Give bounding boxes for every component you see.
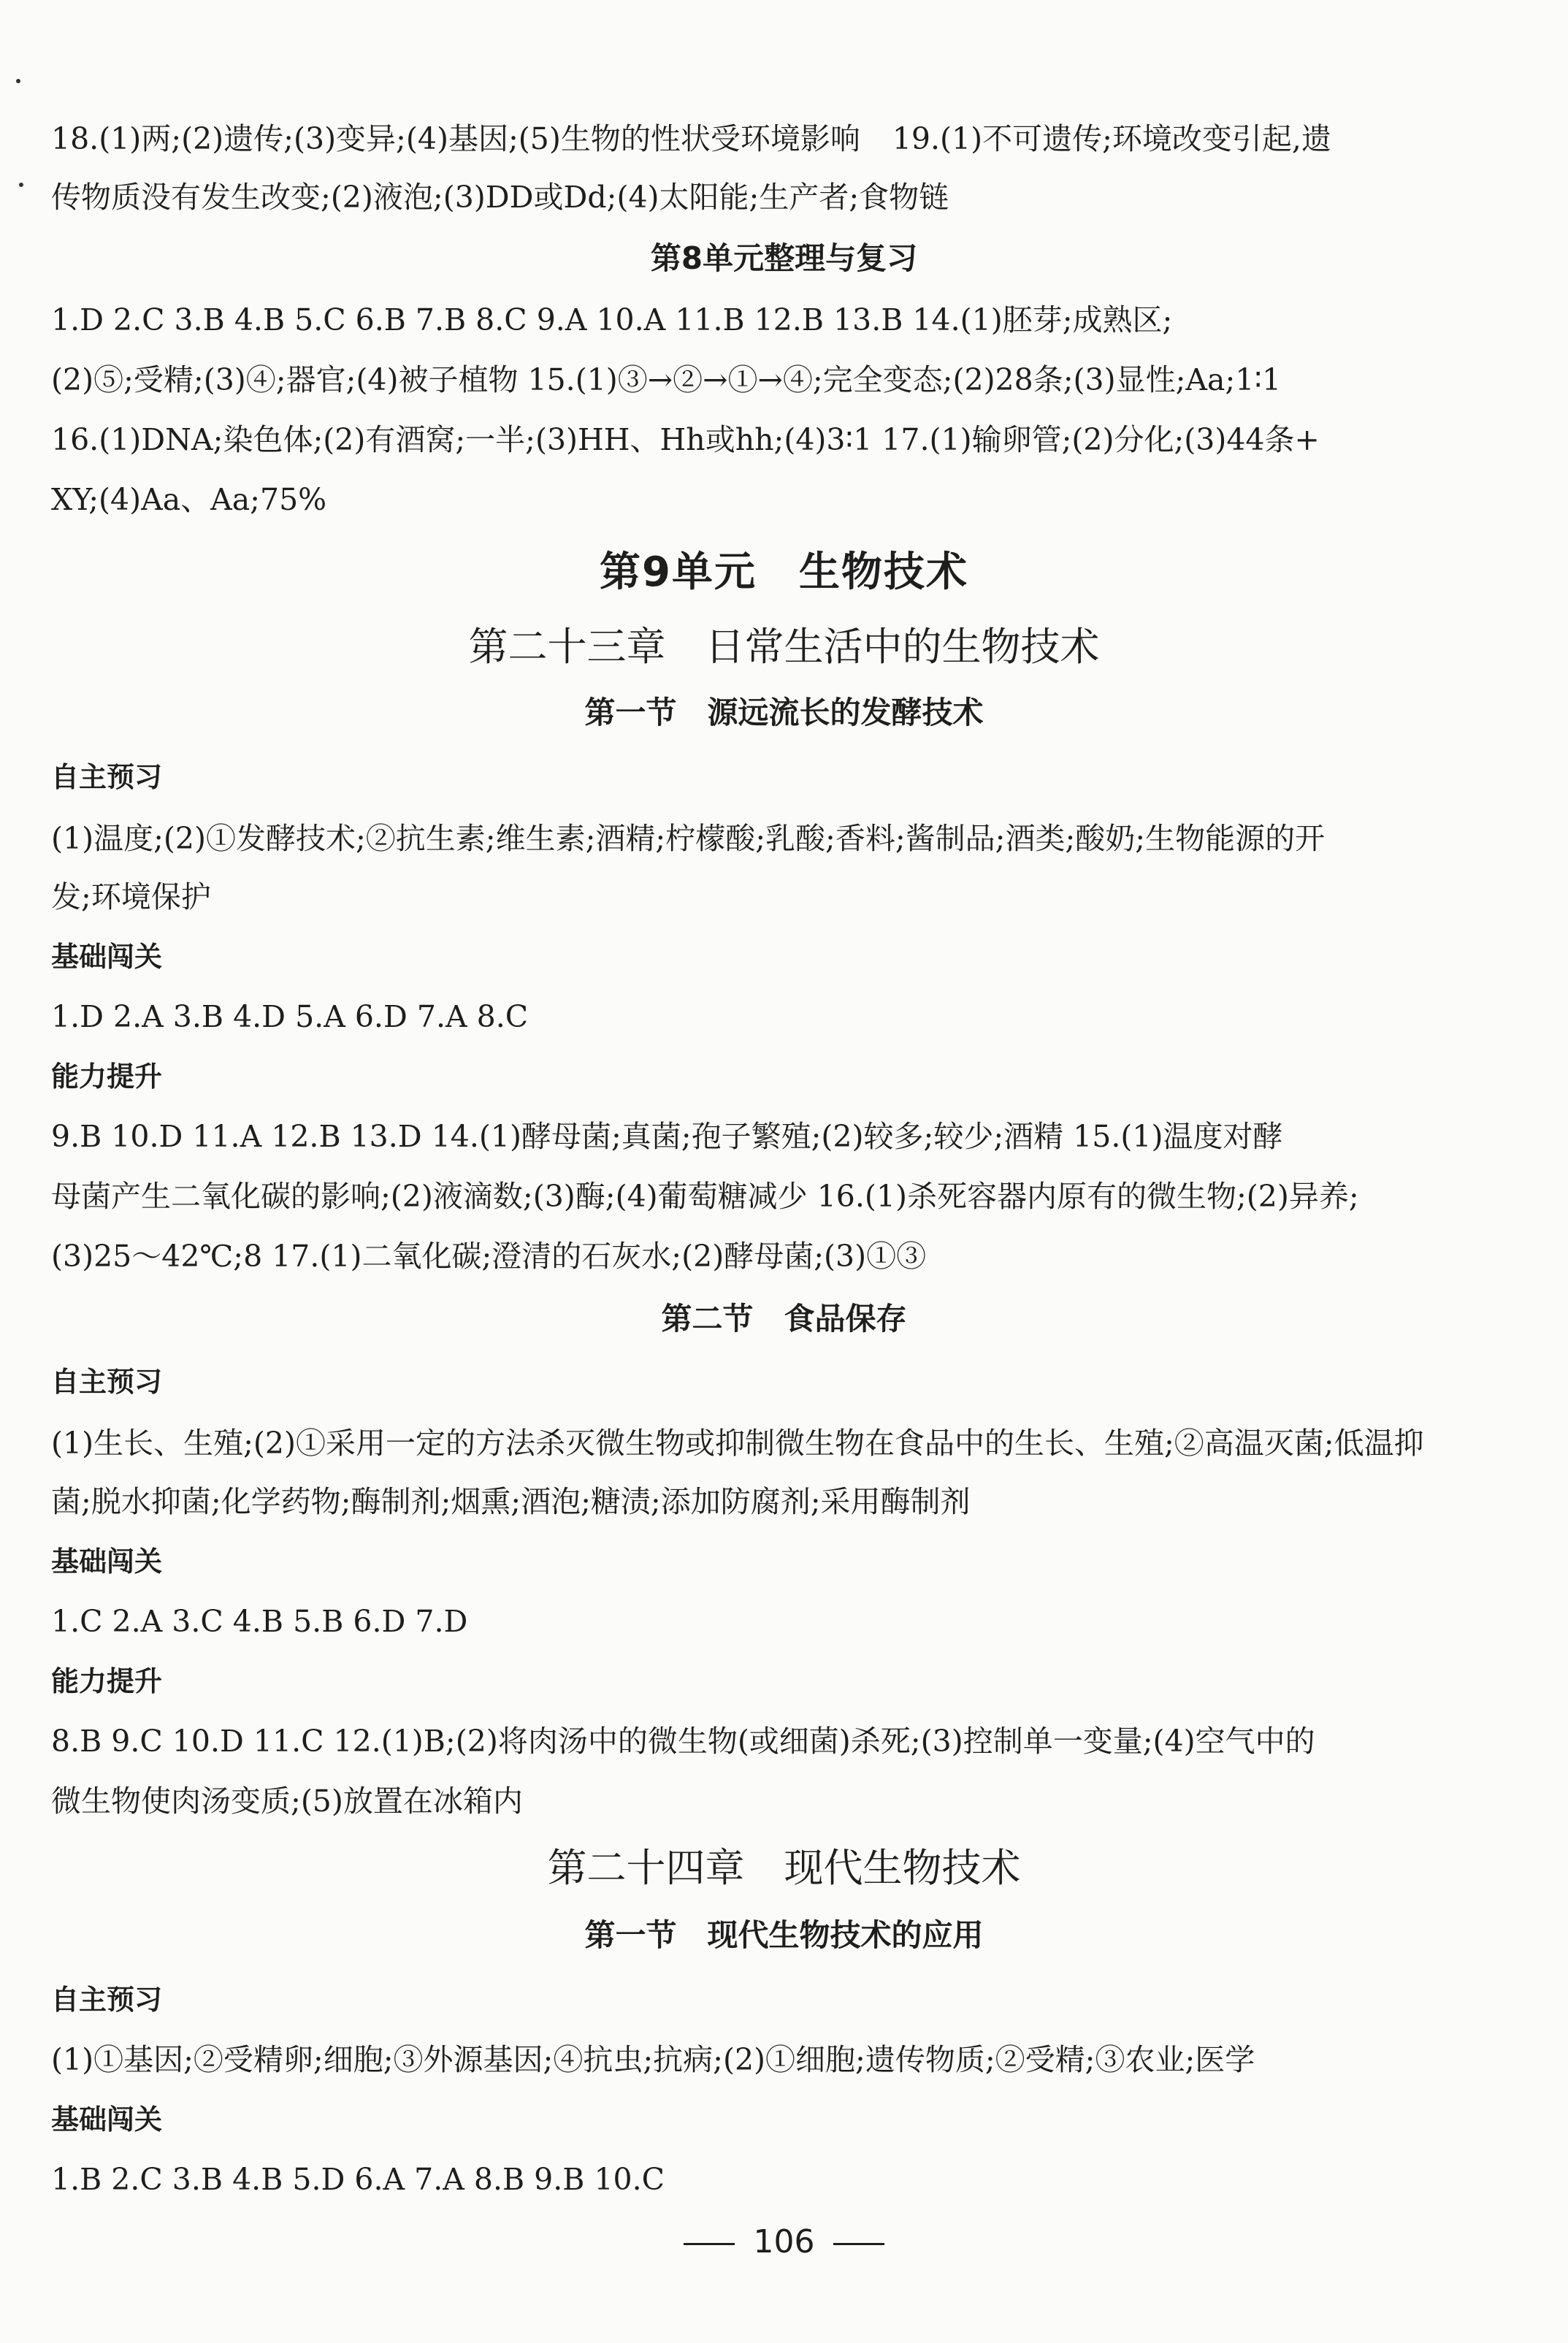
answer-line: (3)25～42℃;8 17.(1)二氧化碳;澄清的石灰水;(2)酵母菌;(3)①③ (51, 1239, 927, 1274)
answer-line: 菌;脱水抑菌;化学药物;酶制剂;烟熏;酒泡;糖渍;添加防腐剂;采用酶制剂 (51, 1484, 971, 1519)
subsection-label: 自主预习 (51, 1366, 163, 1398)
page-number-dash (833, 2243, 884, 2245)
answer-line (51, 117, 1519, 161)
answer-line: 1.B 2.C 3.B 4.B 5.D 6.A 7.A 8.B 9.B 10.C (51, 2162, 665, 2197)
page-number-text: 106 (753, 2223, 815, 2260)
answer-line: 微生物使肉汤变质;(5)放置在冰箱内 (51, 1784, 523, 1819)
answer-line: 9.B 10.D 11.A 12.B 13.D 14.(1)酵母菌;真菌;孢子繁殖;(2)较多;较少;酒精 15.(1)温度对酵 (51, 1119, 1283, 1154)
section-title: 第8单元整理与复习 (650, 240, 918, 276)
subsection-label: 能力提升 (51, 1665, 163, 1697)
subsection-label: 基础闯关 (51, 2103, 163, 2136)
section-title: 第二节 食品保存 (661, 1301, 907, 1337)
subsection-label: 自主预习 (51, 1984, 163, 2016)
answer-line: 1.C 2.A 3.C 4.B 5.B 6.D 7.D (51, 1604, 468, 1639)
answer-line: 1.D 2.A 3.B 4.D 5.A 6.D 7.A 8.C (51, 999, 529, 1034)
page-number (0, 2220, 1568, 2264)
answer-line: (1)①基因;②受精卵;细胞;③外源基因;④抗虫;抗病;(2)①细胞;遗传物质;②受精;③农业;医学 (51, 2042, 1255, 2077)
answer-line: 母菌产生二氧化碳的影响;(2)液滴数;(3)酶;(4)葡萄糖减少 16.(1)杀死容器内原有的微生物;(2)异养; (51, 1179, 1359, 1214)
page-number-dash (684, 2243, 735, 2245)
answer-text: 19.(1)不可遗传;环境改变引起,遗 (892, 121, 1331, 156)
scan-speck (16, 79, 20, 83)
answer-line: 1.D 2.C 3.B 4.B 5.C 6.B 7.B 8.C 9.A 10.A 11.B 12.B 13.B 14.(1)胚芽;成熟区; (51, 302, 1173, 337)
subsection-label: 基础闯关 (51, 1545, 163, 1578)
subsection-label: 能力提升 (51, 1060, 163, 1093)
answer-line: XY;(4)Aa、Aa;75% (51, 482, 327, 517)
answer-line: (1)温度;(2)①发酵技术;②抗生素;维生素;酒精;柠檬酸;乳酸;香料;酱制品;酒类;酸奶;生物能源的开 (51, 821, 1326, 856)
answer-line: 传物质没有发生改变;(2)液泡;(3)DD或Dd;(4)太阳能;生产者;食物链 (51, 180, 949, 215)
scan-speck (19, 183, 23, 187)
answer-line: 8.B 9.C 10.D 11.C 12.(1)B;(2)将肉汤中的微生物(或细菌)杀死;(3)控制单一变量;(4)空气中的 (51, 1724, 1315, 1759)
chapter-title: 第二十三章 日常生活中的生物技术 (468, 624, 1100, 670)
subsection-label: 基础闯关 (51, 941, 163, 973)
answer-text: 18.(1)两;(2)遗传;(3)变异;(4)基因;(5)生物的性状受环境影响 (51, 121, 860, 156)
answer-line: 发;环境保护 (51, 879, 211, 914)
answer-line: (1)生长、生殖;(2)①采用一定的方法杀灭微生物或抑制微生物在食品中的生长、生殖;②高温灭菌;低温抑 (51, 1426, 1424, 1461)
unit-title: 第9单元 生物技术 (600, 549, 968, 596)
answer-line: (2)⑤;受精;(3)④;器官;(4)被子植物 15.(1)③→②→①→④;完全变态;(2)28条;(3)显性;Aa;1∶1 (51, 362, 1282, 397)
subsection-label: 自主预习 (51, 761, 163, 793)
section-title: 第一节 现代生物技术的应用 (584, 1917, 984, 1953)
section-title: 第一节 源远流长的发酵技术 (584, 695, 984, 730)
chapter-title: 第二十四章 现代生物技术 (547, 1845, 1021, 1891)
answer-line: 16.(1)DNA;染色体;(2)有酒窝;一半;(3)HH、Hh或hh;(4)3∶1 17.(1)输卵管;(2)分化;(3)44条+ (51, 422, 1320, 457)
